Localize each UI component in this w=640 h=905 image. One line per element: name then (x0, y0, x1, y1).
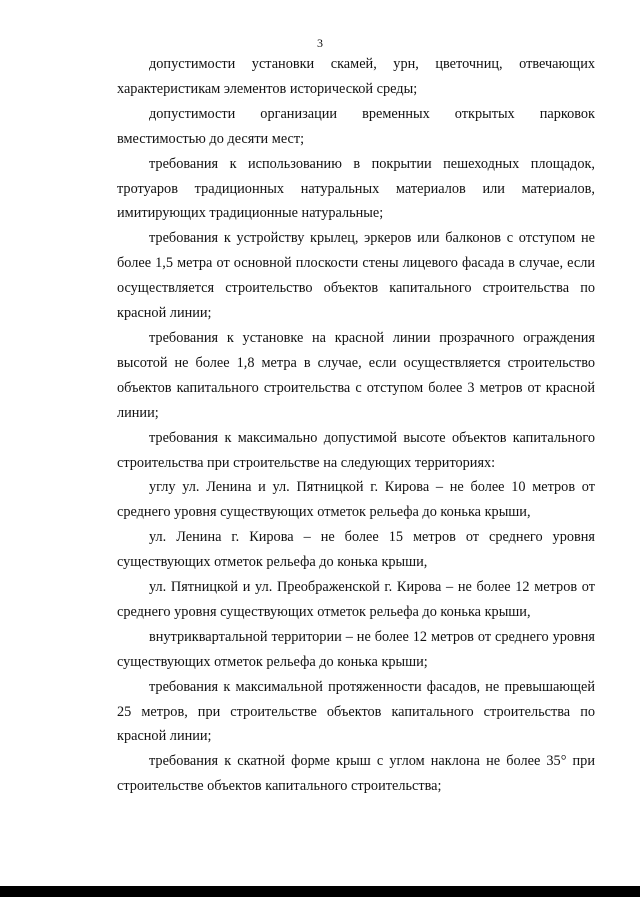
paragraph-benches: допустимости установки скамей, урн, цветочниц, отвечающих характеристикам элементов исторической среды; (117, 56, 595, 97)
paragraph-height-lenina: ул. Ленина г. Кирова – не более 15 метров от среднего уровня существующих отметок рельефа до конька крыши, (117, 529, 595, 571)
page-number: 3 (317, 36, 323, 50)
paragraph-roof-slope: требования к скатной форме крыш с углом наклона не более 35° при строительстве объектов капитального строительства; (117, 753, 595, 795)
document-body (117, 52, 595, 799)
paragraph-fence: требования к установке на красной линии прозрачного ограждения высотой не более 1,8 метра в случае, если осуществляется строительство объектов капитального строительства с отступом более 3 метров от красной линии; (117, 329, 595, 421)
paragraph-height-pyatnitskaya-preobrazhenskaya: ул. Пятницкой и ул. Преображенской г. Кирова – не более 12 метров от среднего уровня существующих отметок рельефа до конька крыши, (117, 579, 595, 620)
paragraph-facade-length: требования к максимальной протяженности фасадов, не превышающей 25 метров, при строительстве объектов капитального строительства по красной линии; (117, 678, 595, 745)
paragraph-max-height: требования к максимально допустимой высоте объектов капитального строительства при строительстве на следующих территориях: (117, 429, 595, 471)
paragraph-parking: допустимости организации временных открытых парковок вместимостью до десяти мест; (117, 105, 595, 147)
paragraph-height-lenina-pyatnitskaya: углу ул. Ленина и ул. Пятницкой г. Кирова – не более 10 метров от среднего уровня существующих отметок рельефа до конька крыши, (117, 479, 595, 521)
paragraph-porches-balconies: требования к устройству крылец, эркеров или балконов с отступом не более 1,5 метра от основной плоскости стены лицевого фасада в случае, если осуществляется строительство объектов капитального строительства по красной линии; (117, 230, 595, 322)
paragraph-paving-materials: требования к использованию в покрытии пешеходных площадок, тротуаров традиционных натуральных материалов или материалов, имитирующих традиционные натуральные; (117, 155, 595, 222)
paragraph-height-intra-block: внутриквартальной территории – не более 12 метров от среднего уровня существующих отметок рельефа до конька крыши; (117, 628, 595, 670)
scan-edge-bar (0, 886, 640, 897)
